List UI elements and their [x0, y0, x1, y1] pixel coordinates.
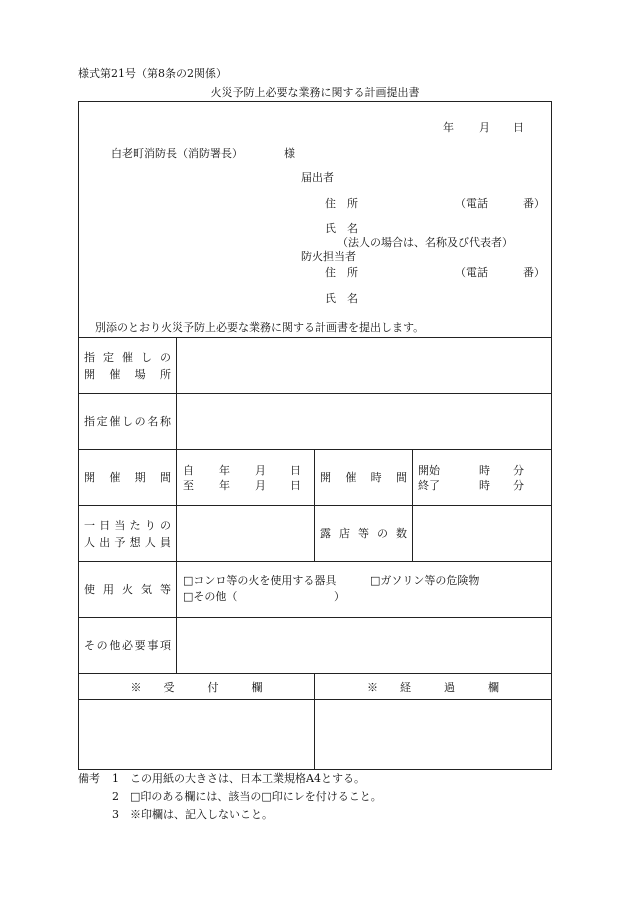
attendance-label: [79, 506, 177, 562]
period-to-year: 年: [219, 479, 230, 492]
applicant-phone-open: （電話: [455, 197, 488, 210]
period-field[interactable]: [177, 450, 315, 506]
hours-end: 終了: [418, 479, 440, 492]
period-to-month: 月: [255, 479, 266, 492]
venue-label: [79, 338, 177, 394]
applicant-address-label: 住 所: [325, 197, 358, 210]
officer-address-label: 住 所: [325, 266, 358, 279]
date-day[interactable]: 日: [513, 121, 524, 134]
option-stove-checkbox[interactable]: □コンロ等の火を使用する器具: [183, 574, 337, 587]
venue-label-line1: 指定催しの: [84, 350, 171, 364]
addressee-honorific: 様: [284, 147, 295, 160]
reception-field: [79, 700, 315, 770]
period-to-day: 日: [290, 479, 301, 492]
officer-phone-close: 番）: [523, 266, 545, 279]
period-from-day: 日: [290, 464, 301, 477]
note-2-text: □印のある欄には、該当の□印にレを付けること。: [130, 790, 382, 803]
hours-start: 開始: [418, 464, 440, 477]
hours-start-minute: 分: [513, 464, 524, 477]
officer-name-label: 氏 名: [325, 292, 358, 305]
hours-end-minute: 分: [513, 479, 524, 492]
date-month[interactable]: 月: [479, 121, 490, 134]
officer-phone-open: （電話: [455, 266, 488, 279]
period-from-month: 月: [255, 464, 266, 477]
option-other-close: ）: [334, 590, 345, 603]
fire-use-label: [79, 562, 177, 618]
fire-use-label-text: 使用火気等: [84, 583, 171, 596]
hours-field[interactable]: [413, 450, 552, 506]
note-1-number: 1: [112, 772, 119, 785]
period-to: 至: [183, 479, 194, 492]
progress-header: [315, 674, 552, 700]
stalls-field[interactable]: [413, 506, 552, 562]
attendance-label-line1: 一日当たりの: [84, 518, 171, 532]
fire-officer-label: 防火担当者: [301, 250, 356, 263]
note-3-text: ※印欄は、記入しないこと。: [130, 808, 273, 821]
addressee: 白老町消防長（消防署長）: [111, 147, 243, 160]
declaration-block: [79, 102, 552, 338]
hours-label: [315, 450, 413, 506]
period-from: 自: [183, 464, 194, 477]
note-1-text: この用紙の大きさは、日本工業規格A4とする。: [130, 772, 365, 785]
notes-label: 備考: [78, 772, 100, 785]
other-field[interactable]: [177, 618, 552, 674]
hours-start-hour: 時: [479, 464, 490, 477]
option-other-checkbox[interactable]: □その他（: [183, 590, 238, 603]
form-number: 様式第21号（第8条の2関係）: [78, 67, 227, 80]
period-label-text: 開催期間: [84, 471, 171, 484]
attendance-label-line2: 人出予想人員: [84, 535, 171, 549]
form-title: 火災予防上必要な業務に関する計画提出書: [210, 86, 420, 99]
event-name-label: [79, 394, 177, 450]
date-year[interactable]: 年: [443, 121, 454, 134]
other-label-text: その他必要事項: [84, 639, 171, 652]
stalls-label: [315, 506, 413, 562]
applicant-label: 届出者: [301, 171, 334, 184]
fire-use-field: [177, 562, 552, 618]
period-label: [79, 450, 177, 506]
option-gasoline-checkbox[interactable]: □ガソリン等の危険物: [370, 574, 480, 587]
stalls-label-text: 露店等の数: [320, 527, 407, 540]
other-label: [79, 618, 177, 674]
application-form: [78, 101, 552, 770]
hours-label-text: 開催時間: [320, 471, 407, 484]
attendance-field[interactable]: [177, 506, 315, 562]
event-name-label-text: 指定催しの名称: [84, 415, 171, 428]
venue-field[interactable]: [177, 338, 552, 394]
period-from-year: 年: [219, 464, 230, 477]
venue-label-line2: 開催場所: [84, 367, 171, 381]
reception-header-text: ※ 受 付 欄: [130, 680, 263, 694]
reception-header: [79, 674, 315, 700]
note-3-number: 3: [112, 808, 119, 821]
progress-header-text: ※ 経 過 欄: [367, 680, 499, 694]
progress-field: [315, 700, 552, 770]
hours-end-hour: 時: [479, 479, 490, 492]
corporation-note: （法人の場合は、名称及び代表者）: [337, 236, 513, 249]
note-2-number: 2: [112, 790, 119, 803]
applicant-phone-close: 番）: [523, 197, 545, 210]
applicant-name-label: 氏 名: [325, 222, 358, 235]
event-name-field[interactable]: [177, 394, 552, 450]
submission-text: 別添のとおり火災予防上必要な業務に関する計画書を提出します。: [95, 321, 425, 334]
